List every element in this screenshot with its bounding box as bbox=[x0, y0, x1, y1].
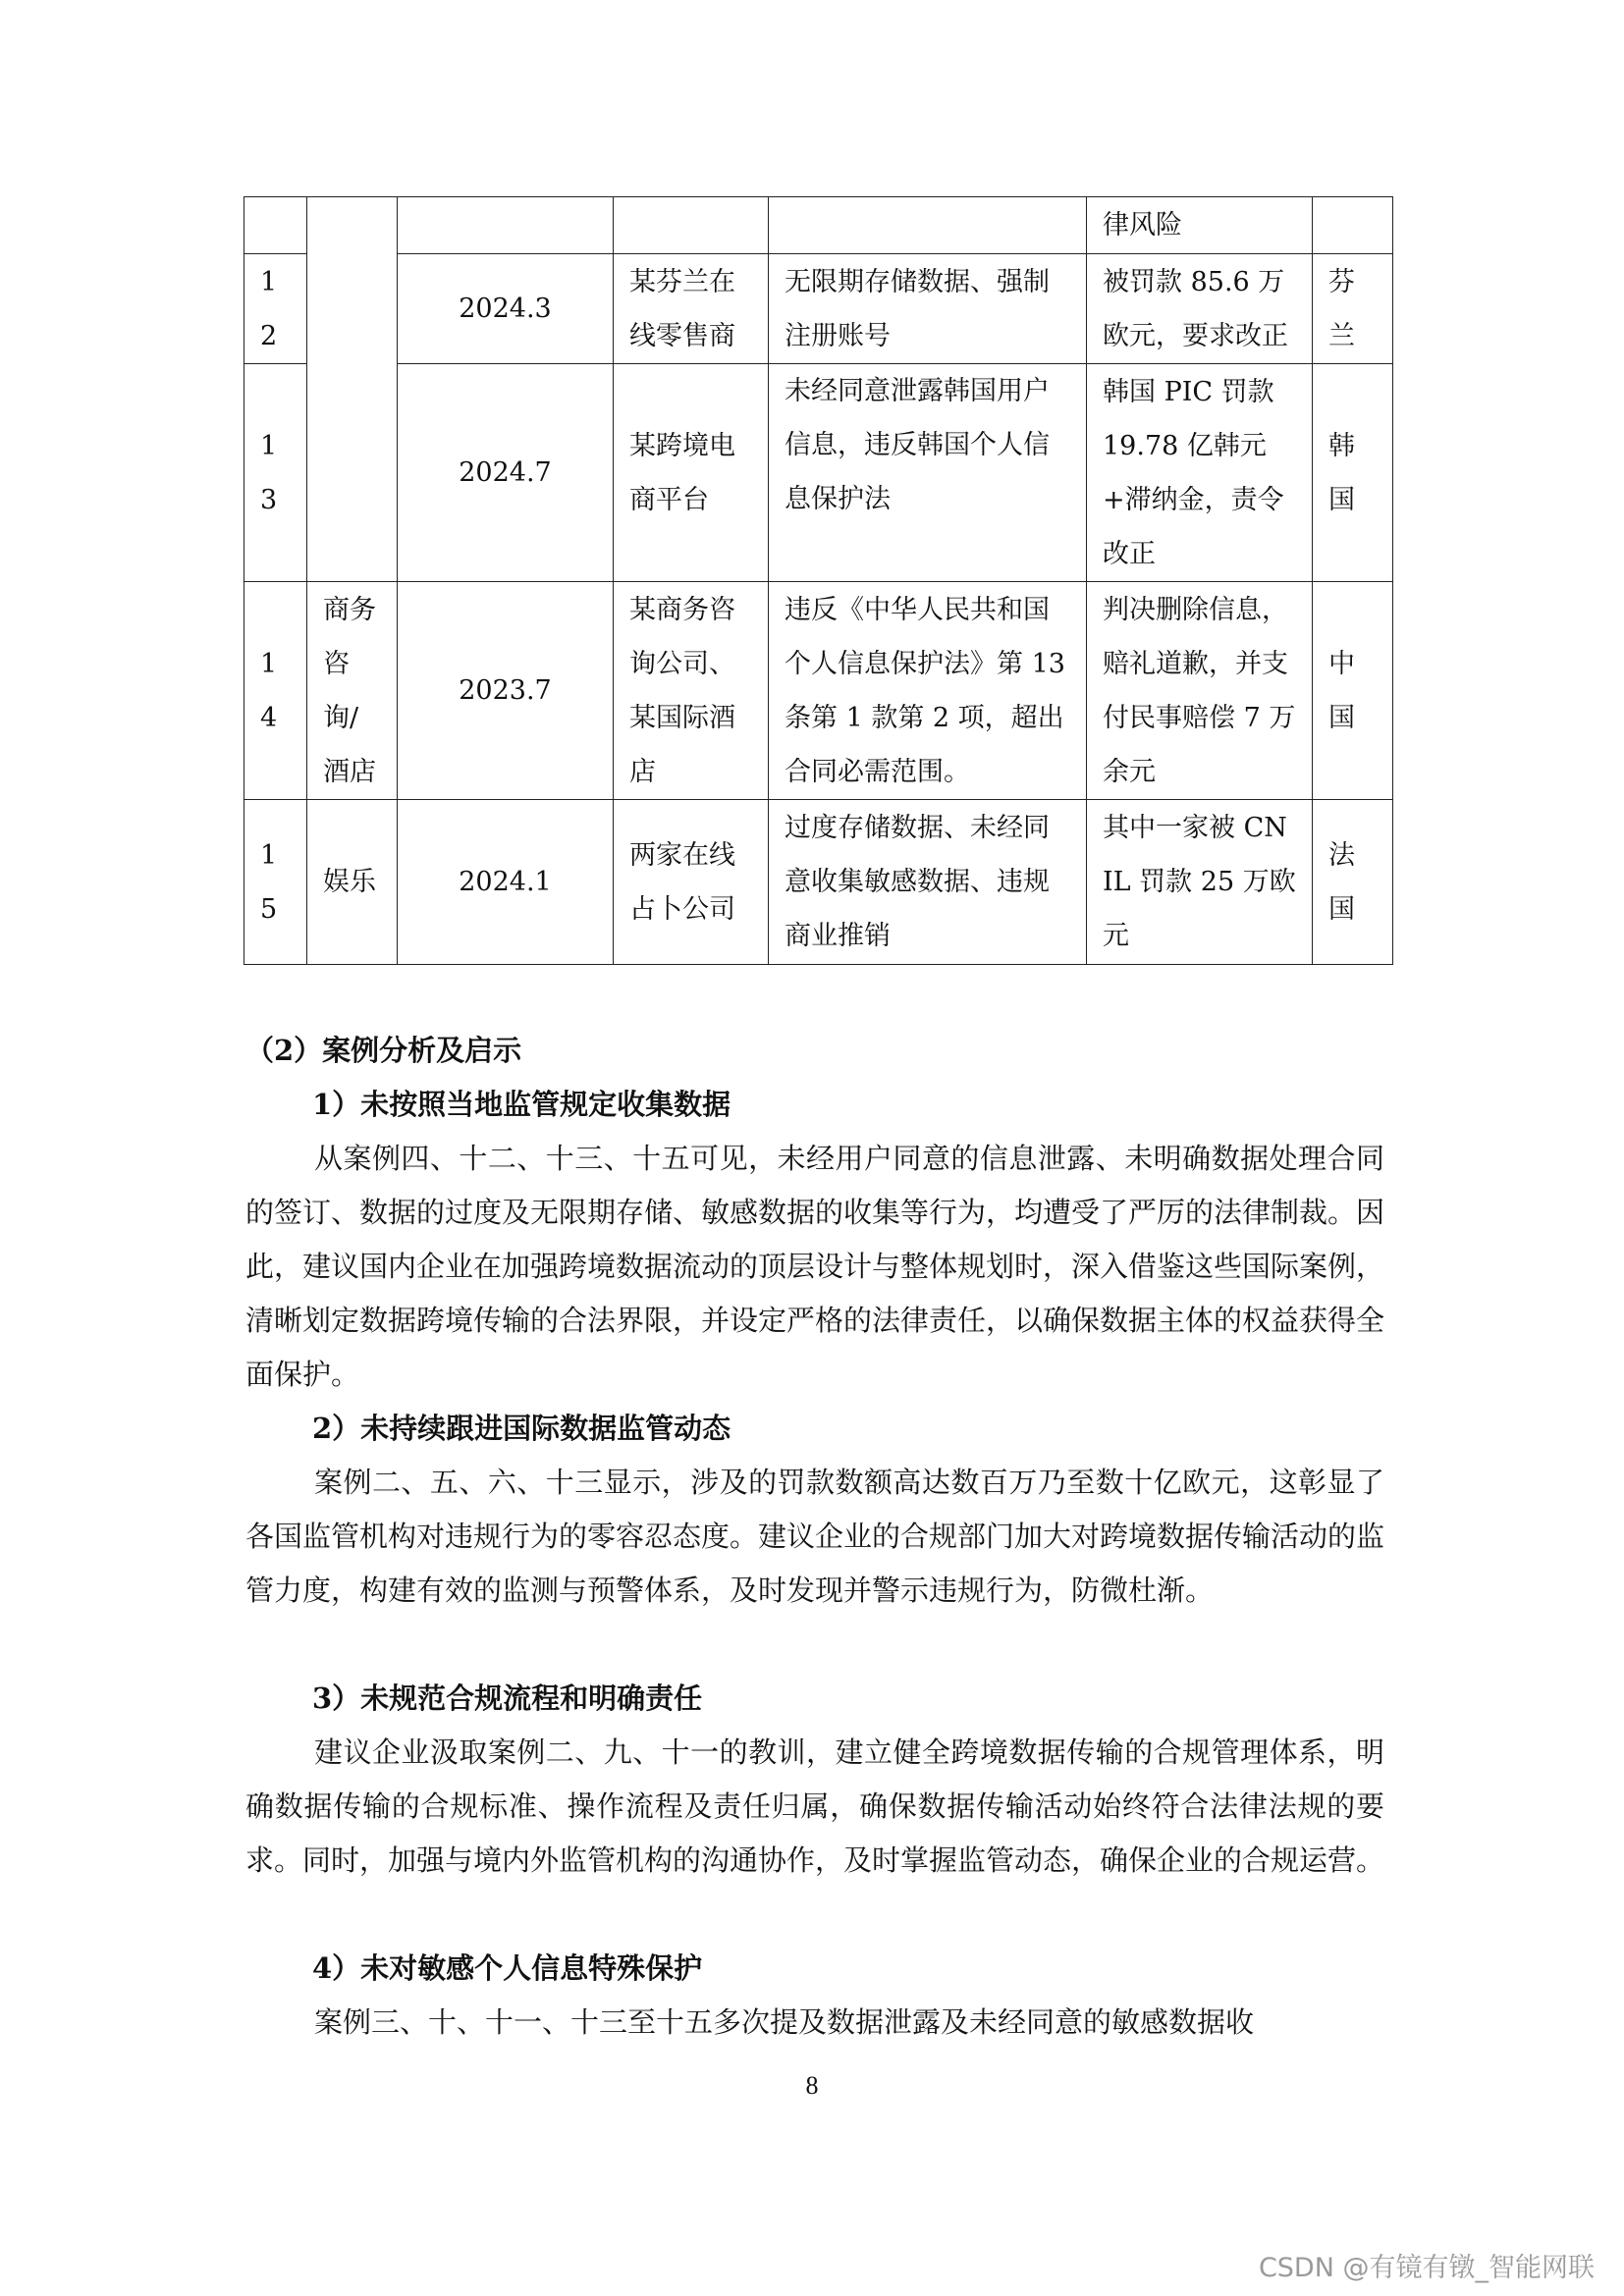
date-cell: 2024.1 bbox=[398, 800, 614, 965]
violation-cell: 过度存储数据、未经同意收集敏感数据、违规商业推销 bbox=[769, 800, 1087, 965]
penalty-cell: 被罚款 85.6 万欧元，要求改正 bbox=[1087, 254, 1313, 364]
table-row bbox=[244, 800, 1393, 965]
subject-cell: 某商务咨询公司、某国际酒店 bbox=[614, 582, 769, 800]
violation-cell: 未经同意泄露韩国用户信息，违反韩国个人信息保护法 bbox=[769, 364, 1087, 582]
country-cell: 法国 bbox=[1313, 800, 1393, 965]
violation-cell bbox=[769, 197, 1087, 254]
subsection-heading-1: 1）未按照当地监管规定收集数据 bbox=[312, 1088, 731, 1121]
table-row bbox=[244, 582, 1393, 800]
subsection-paragraph-4: 案例三、十、十一、十三至十五多次提及数据泄露及未经同意的敏感数据收 bbox=[314, 2005, 1255, 2039]
subsection-heading-4: 4）未对敏感个人信息特殊保护 bbox=[312, 1951, 703, 1985]
case-table bbox=[244, 196, 1393, 965]
case-number-cell: 14 bbox=[244, 582, 307, 800]
subsection-paragraph-3: 建议企业汲取案例二、九、十一的教训，建立健全跨境数据传输的合规管理体系，明确数据传输的合规标准、操作流程及责任归属，确保数据传输活动始终符合法律法规的要求。同时，加强与境内外监管机构的沟通协作，及时掌握监管动态，确保企业的合规运营。 bbox=[245, 1735, 1385, 1877]
date-cell: 2023.7 bbox=[398, 582, 614, 800]
subsection-paragraph-1: 从案例四、十二、十三、十五可见，未经用户同意的信息泄露、未明确数据处理合同的签订、数据的过度及无限期存储、敏感数据的收集等行为，均遭受了严厉的法律制裁。因此，建议国内企业在加强跨境数据流动的顶层设计与整体规划时，深入借鉴这些国际案例，清晰划定数据跨境传输的合法界限，并设定严格的法律责任，以确保数据主体的权益获得全面保护。 bbox=[245, 1142, 1385, 1391]
case-number-cell: 12 bbox=[244, 254, 307, 364]
country-cell: 芬兰 bbox=[1313, 254, 1393, 364]
table-row bbox=[244, 364, 1393, 582]
industry-cell bbox=[307, 197, 398, 582]
penalty-cell: 律风险 bbox=[1087, 197, 1313, 254]
violation-cell: 违反《中华人民共和国个人信息保护法》第 13 条第 1 款第 2 项，超出合同必需范围。 bbox=[769, 582, 1087, 800]
section-title: （2）案例分析及启示 bbox=[245, 1034, 522, 1067]
table-row bbox=[244, 254, 1393, 364]
penalty-cell: 韩国 PIC 罚款 19.78 亿韩元+滞纳金，责令改正 bbox=[1087, 364, 1313, 582]
page-number: 8 bbox=[805, 2071, 819, 2100]
date-cell: 2024.7 bbox=[398, 364, 614, 582]
date-cell: 2024.3 bbox=[398, 254, 614, 364]
subsection-heading-2: 2）未持续跟进国际数据监管动态 bbox=[312, 1412, 731, 1445]
country-cell: 中国 bbox=[1313, 582, 1393, 800]
industry-cell: 商务咨询/酒店 bbox=[307, 582, 398, 800]
subject-cell bbox=[614, 197, 769, 254]
case-number-cell: 13 bbox=[244, 364, 307, 582]
subject-cell: 某芬兰在线零售商 bbox=[614, 254, 769, 364]
country-cell bbox=[1313, 197, 1393, 254]
industry-cell: 娱乐 bbox=[307, 800, 398, 965]
country-cell: 韩国 bbox=[1313, 364, 1393, 582]
watermark: CSDN @有镜有镦_智能网联 bbox=[1258, 2253, 1595, 2283]
case-number-cell: 15 bbox=[244, 800, 307, 965]
penalty-cell: 判决删除信息，赔礼道歉，并支付民事赔偿 7 万余元 bbox=[1087, 582, 1313, 800]
subsection-paragraph-2: 案例二、五、六、十三显示，涉及的罚款数额高达数百万乃至数十亿欧元，这彰显了各国监管机构对违规行为的零容忍态度。建议企业的合规部门加大对跨境数据传输活动的监管力度，构建有效的监测与预警体系，及时发现并警示违规行为，防微杜渐。 bbox=[245, 1466, 1385, 1607]
penalty-cell: 其中一家被 CNIL 罚款 25 万欧元 bbox=[1087, 800, 1313, 965]
subject-cell: 两家在线占卜公司 bbox=[614, 800, 769, 965]
subject-cell: 某跨境电商平台 bbox=[614, 364, 769, 582]
violation-cell: 无限期存储数据、强制注册账号 bbox=[769, 254, 1087, 364]
subsection-heading-3: 3）未规范合规流程和明确责任 bbox=[312, 1682, 703, 1715]
table-row bbox=[244, 197, 1393, 254]
date-cell bbox=[398, 197, 614, 254]
case-number-cell bbox=[244, 197, 307, 254]
